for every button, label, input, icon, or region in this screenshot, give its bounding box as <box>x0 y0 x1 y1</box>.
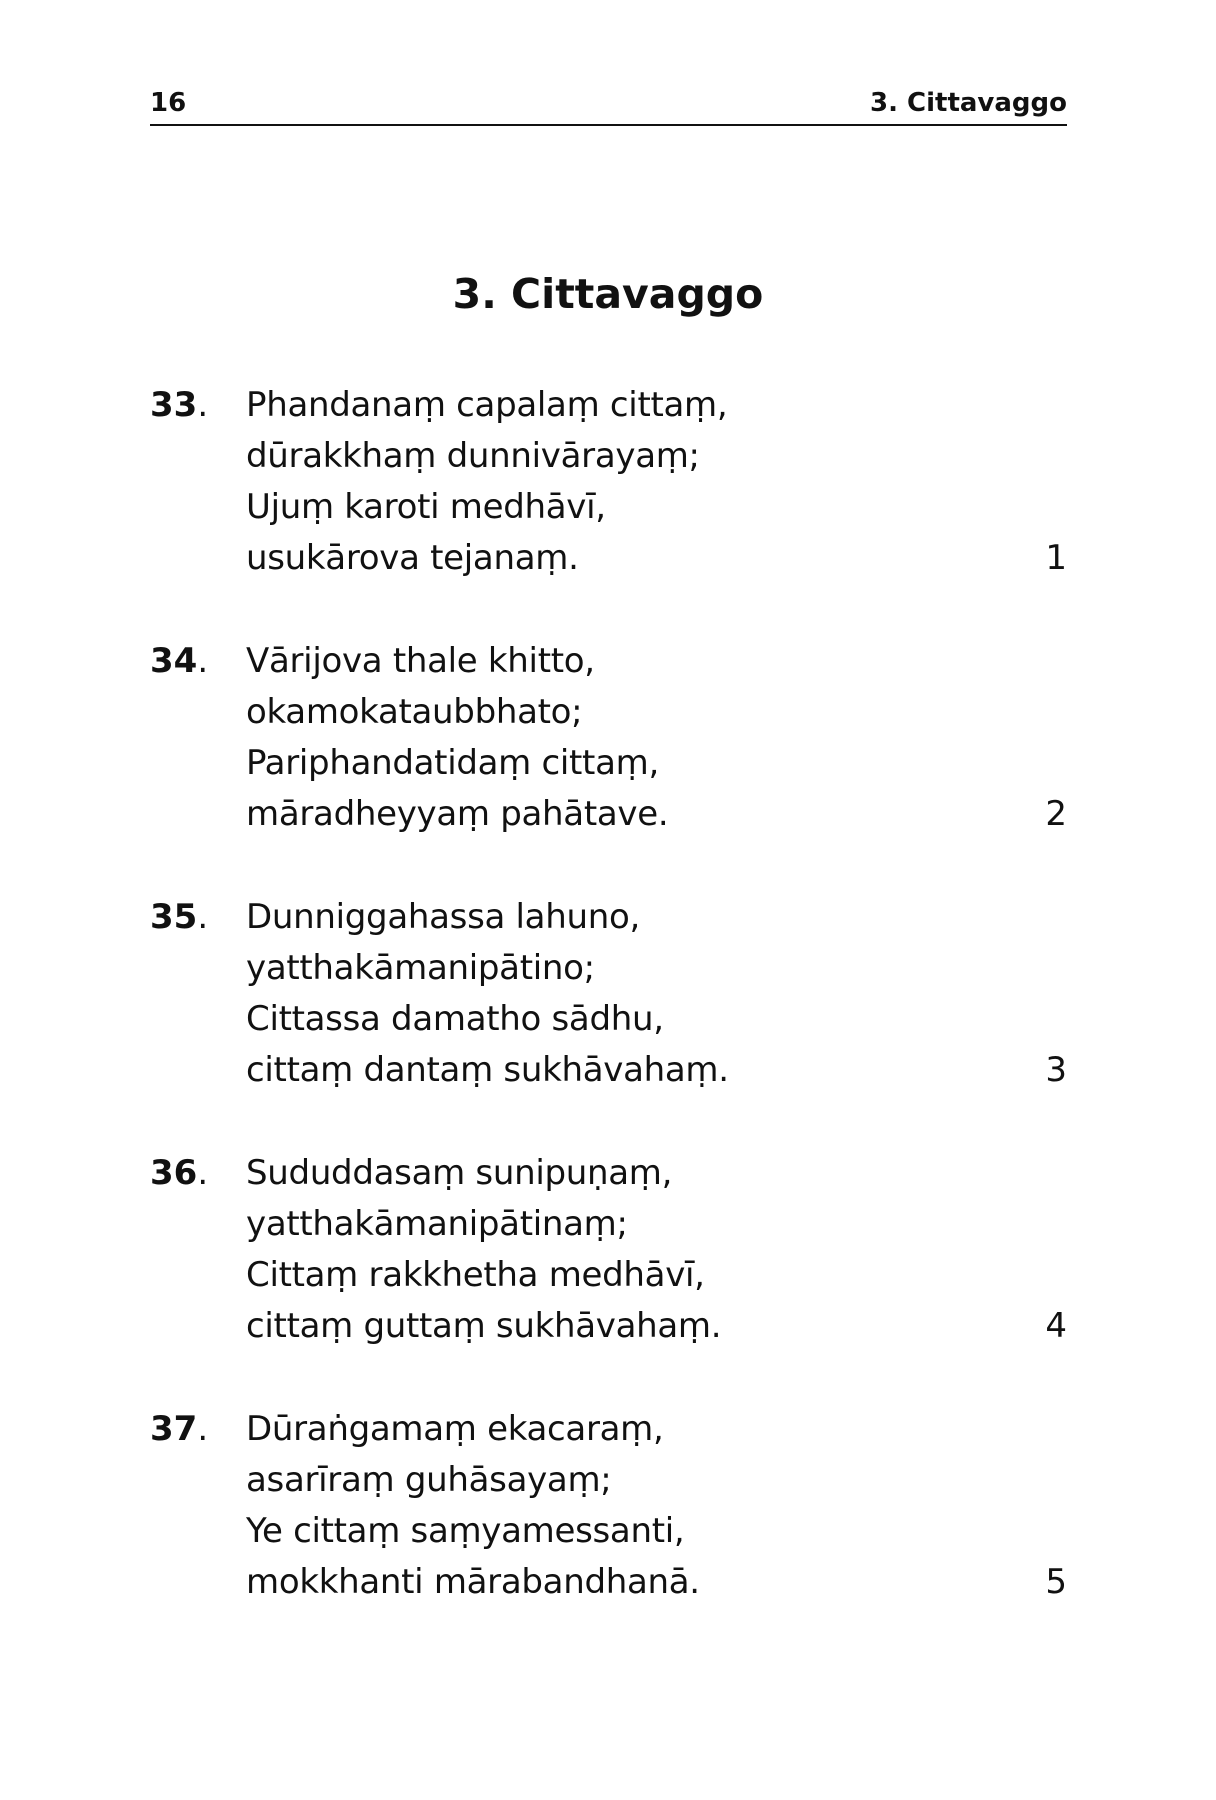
page-header <box>150 88 1067 126</box>
chapter-title: 3. Cittavaggo <box>452 270 764 318</box>
verse-lines <box>246 892 729 1096</box>
verse-line: Dūraṅgamaṃ ekacaraṃ, <box>246 1409 664 1449</box>
page-number: 16 <box>150 88 187 118</box>
verse-line: Phandanaṃ capalaṃ cittaṃ, <box>246 385 728 425</box>
verse-lines <box>246 636 668 840</box>
verse-line: Ujuṃ karoti medhāvī, <box>246 487 606 527</box>
verse-34 <box>150 636 1067 892</box>
verse-index: 5 <box>1045 1562 1067 1602</box>
verse-list <box>150 380 1067 1660</box>
verse-lines <box>246 380 727 584</box>
verse-line: Ye cittaṃ saṃyamessanti, <box>246 1511 685 1551</box>
verse-line: mokkhanti mārabandhanā. <box>246 1562 700 1602</box>
verse-line: Vārijova thale khitto, <box>246 641 595 681</box>
verse-index: 4 <box>1045 1306 1067 1346</box>
verse-number: 35. <box>150 897 209 937</box>
verse-number: 34. <box>150 641 209 681</box>
verse-37 <box>150 1404 1067 1660</box>
verse-line: yatthakāmanipātinaṃ; <box>246 1204 628 1244</box>
verse-index: 1 <box>1045 538 1067 578</box>
verse-number: 33. <box>150 385 209 425</box>
verse-line: Cittassa damatho sādhu, <box>246 999 664 1039</box>
verse-line: cittaṃ guttaṃ sukhāvahaṃ. <box>246 1306 722 1346</box>
verse-index: 3 <box>1045 1050 1067 1090</box>
verse-number: 37. <box>150 1409 209 1449</box>
verse-line: Sududdasaṃ sunipuṇaṃ, <box>246 1153 673 1193</box>
verse-35 <box>150 892 1067 1148</box>
verse-line: asarīraṃ guhāsayaṃ; <box>246 1460 612 1500</box>
verse-line: Pariphandatidaṃ cittaṃ, <box>246 743 659 783</box>
verse-line: cittaṃ dantaṃ sukhāvahaṃ. <box>246 1050 729 1090</box>
verse-number: 36. <box>150 1153 209 1193</box>
verse-line: Dunniggahassa lahuno, <box>246 897 640 937</box>
verse-lines <box>246 1148 721 1352</box>
verse-line: dūrakkhaṃ dunnivārayaṃ; <box>246 436 700 476</box>
verse-line: māradheyyaṃ pahātave. <box>246 794 669 834</box>
verse-index: 2 <box>1045 794 1067 834</box>
verse-line: yatthakāmanipātino; <box>246 948 595 988</box>
verse-lines <box>246 1404 700 1608</box>
verse-line: Cittaṃ rakkhetha medhāvī, <box>246 1255 705 1295</box>
verse-36 <box>150 1148 1067 1404</box>
verse-line: usukārova tejanaṃ. <box>246 538 579 578</box>
verse-33 <box>150 380 1067 636</box>
verse-line: okamokataubbhato; <box>246 692 583 732</box>
running-title: 3. Cittavaggo <box>870 88 1067 118</box>
